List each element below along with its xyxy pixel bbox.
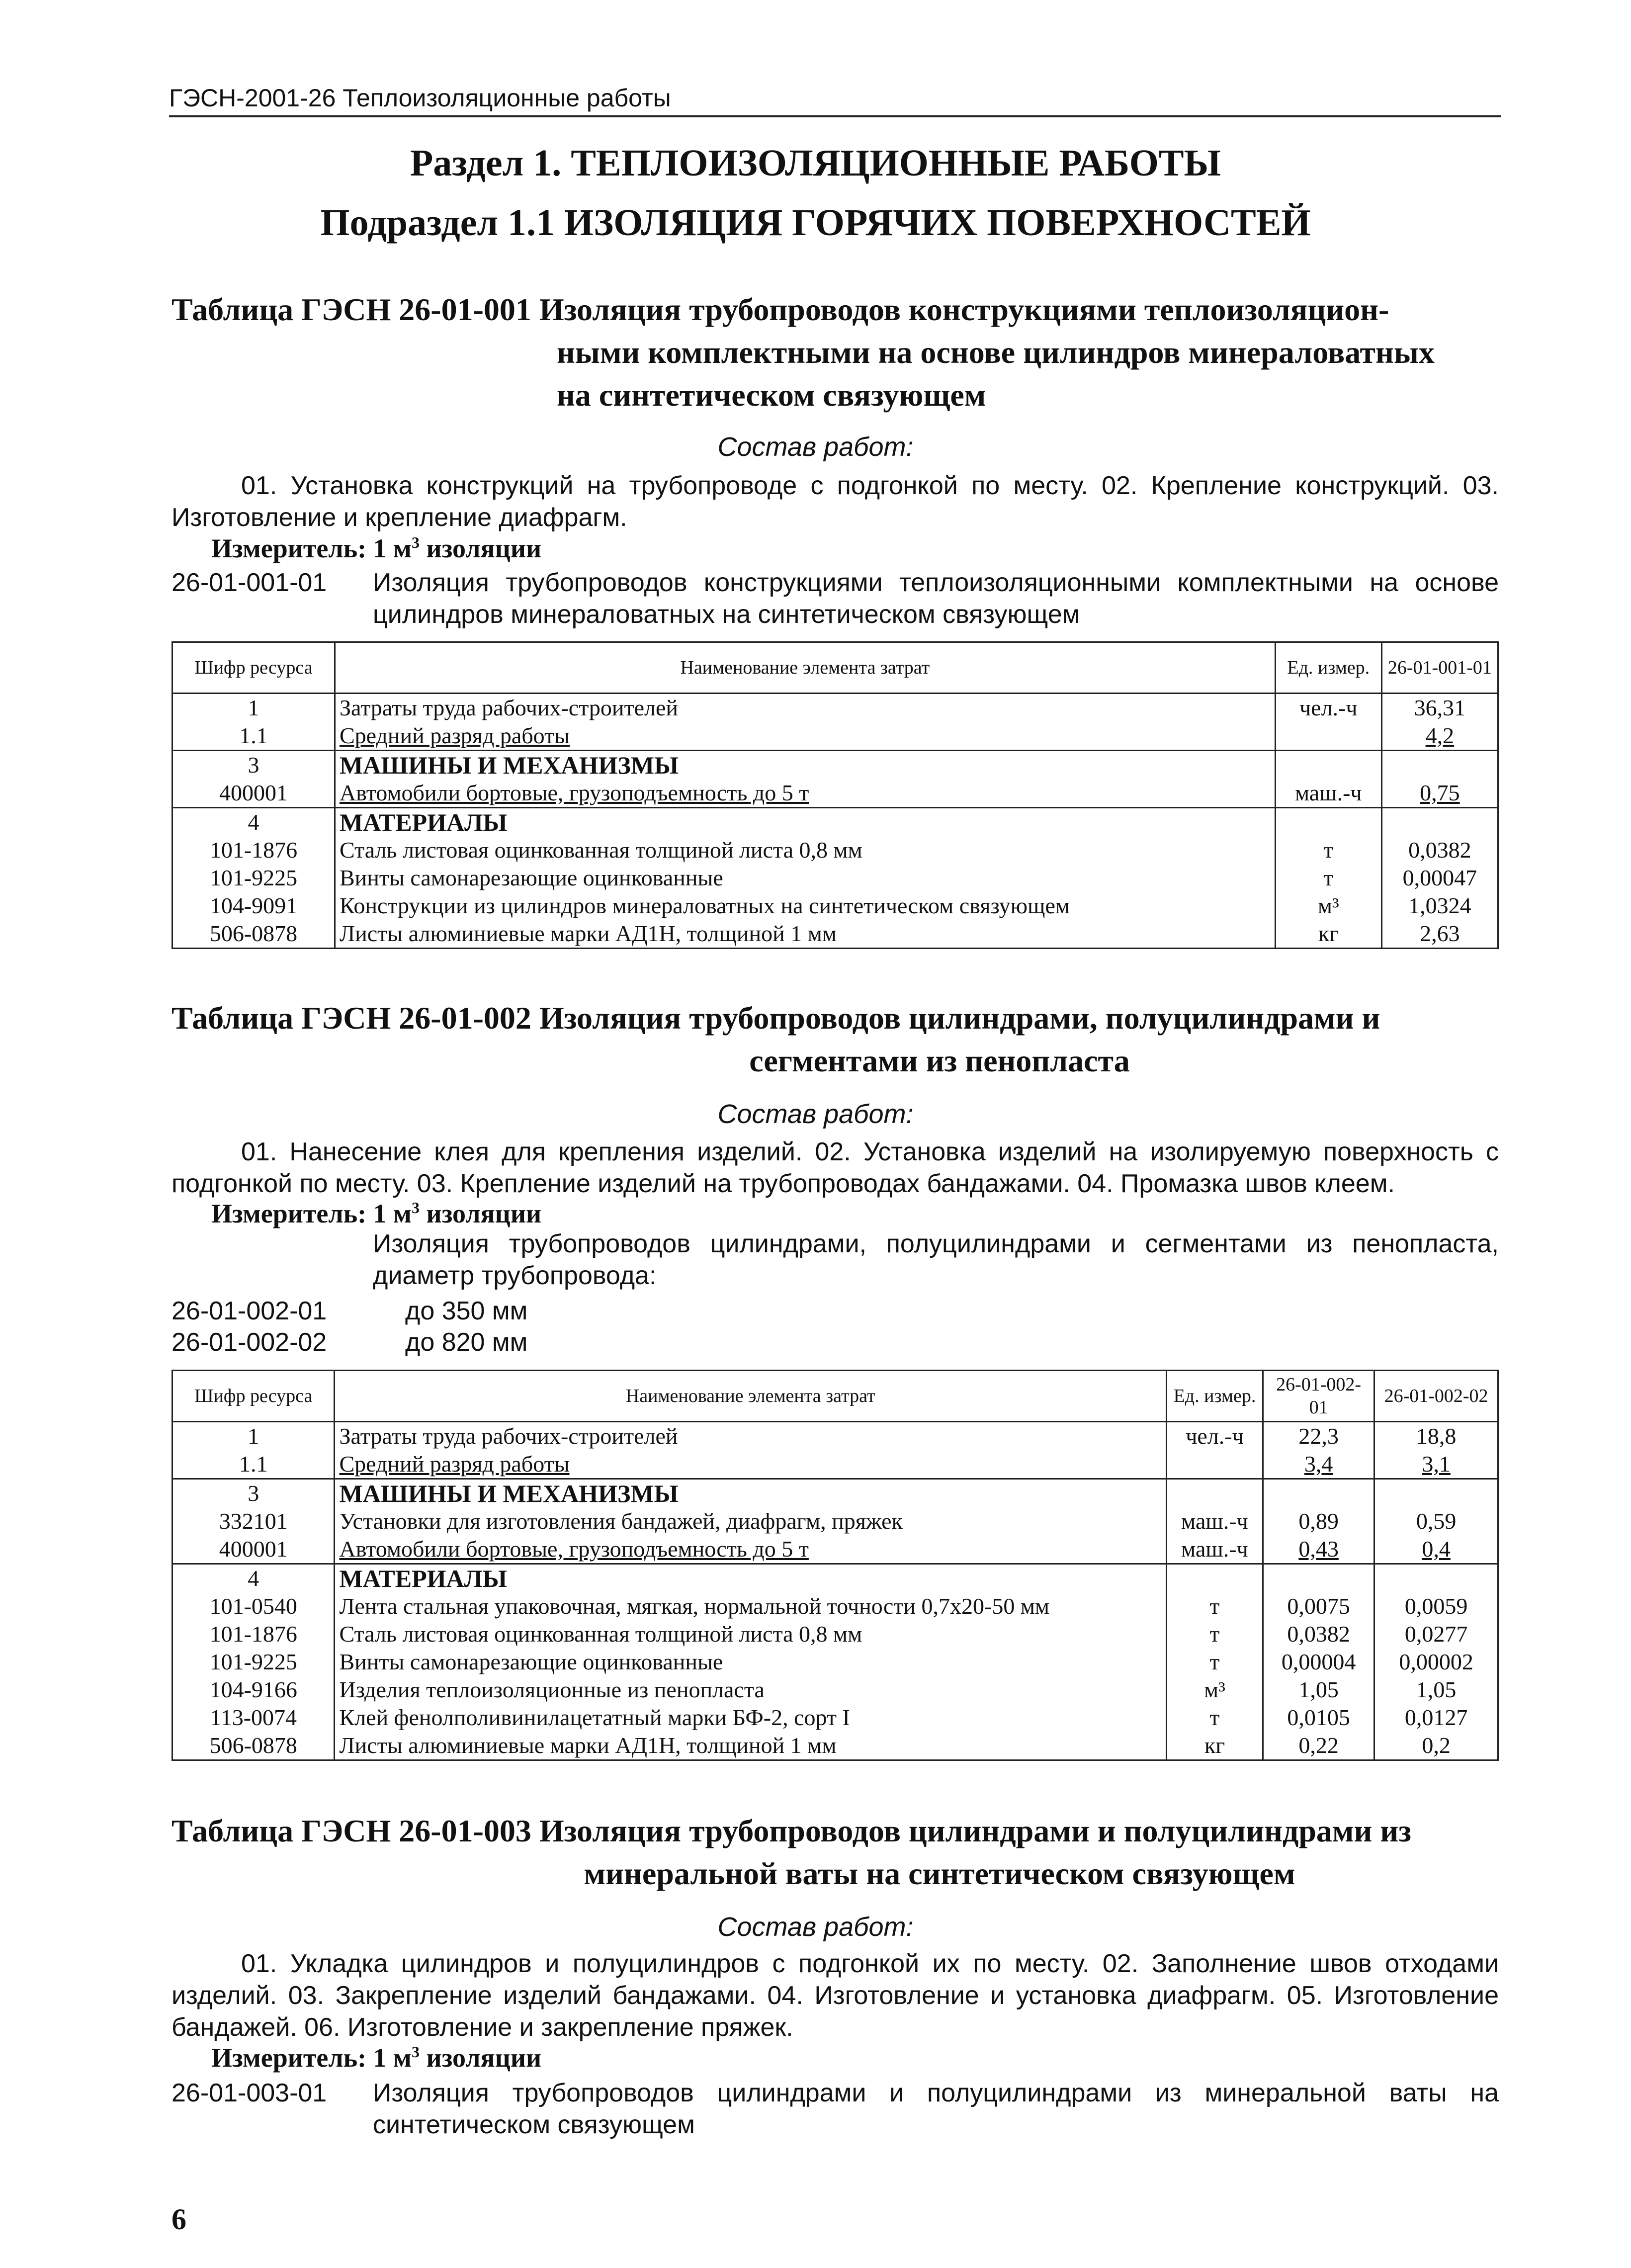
col-header-name: Наименование элемента затрат	[335, 642, 1275, 694]
table-1-heading: Таблица ГЭСН 26-01-001 Изоляция трубопроводов конструкциями теплоизоляцион- ными комплектными на основе цилиндров минераловатных на синтетическом связующем	[172, 292, 1435, 413]
table-row: 1 Затраты труда рабочих-строителей чел.-ч 22,3 18,8	[172, 1422, 1498, 1451]
table-row: 506-0878 Листы алюминиевые марки АД1Н, толщиной 1 мм кг 0,22 0,2	[172, 1732, 1498, 1760]
norm-description: Изоляция трубопроводов конструкциями теплоизоляционными комплектными на основе цилиндров минераловатных на синтетическом связующем	[373, 568, 1499, 629]
col-header-name: Наименование элемента затрат	[335, 1371, 1166, 1422]
table-1-sostav-label: Состав работ:	[717, 432, 914, 462]
norm-code: 26-01-002-01	[172, 1297, 327, 1325]
table-row: 101-1876 Сталь листовая оцинкованная толщиной листа 0,8 мм т 0,0382 0,0277	[172, 1620, 1498, 1648]
table-3-heading: Таблица ГЭСН 26-01-003 Изоляция трубопроводов цилиндрами и полуцилиндрами из минеральной ваты на синтетическом связующем	[172, 1813, 1411, 1891]
table-3-code-row	[172, 2077, 1499, 2141]
table-2-meter: Измеритель: 1 $м^3$ изоляции	[211, 1199, 542, 1228]
table-2-sostav-label: Состав работ:	[717, 1099, 914, 1129]
col-header-code: Шифр ресурса	[172, 1371, 335, 1422]
col-header-code: Шифр ресурса	[172, 642, 335, 694]
norm-code: 26-01-001-01	[172, 568, 327, 597]
col-header-norm: 26-01-002-02	[1374, 1371, 1498, 1422]
table-row: 400001 Автомобили бортовые, грузоподъемность до 5 т маш.-ч 0,75	[172, 779, 1498, 808]
section-title: Раздел 1. ТЕПЛОИЗОЛЯЦИОННЫЕ РАБОТЫ	[410, 142, 1221, 184]
col-header-unit: Ед. измер.	[1166, 1371, 1263, 1422]
norm-code: 26-01-002-02	[172, 1328, 327, 1357]
table-row: 3 МАШИНЫ И МЕХАНИЗМЫ	[172, 1479, 1498, 1508]
table-row: 101-1876 Сталь листовая оцинкованная толщиной листа 0,8 мм т 0,0382	[172, 836, 1498, 864]
table-row: 400001 Автомобили бортовые, грузоподъемность до 5 т маш.-ч 0,43 0,4	[172, 1535, 1498, 1564]
table-1-meter: Измеритель: 1 $м^3$ изоляции	[211, 533, 542, 563]
subsection-title: Подраздел 1.1 ИЗОЛЯЦИЯ ГОРЯЧИХ ПОВЕРХНОСТЕЙ	[320, 202, 1311, 244]
table-row: 1.1 Средний разряд работы 3,4 3,1	[172, 1450, 1498, 1479]
col-header-norm: 26-01-001-01	[1381, 642, 1498, 694]
page-number: 6	[172, 2203, 186, 2236]
norm-description: Изоляция трубопроводов цилиндрами и полуцилиндрами из минеральной ваты на синтетическом связующем	[373, 2079, 1499, 2139]
table-row: 104-9166 Изделия теплоизоляционные из пенопласта м³ 1,05 1,05	[172, 1676, 1498, 1704]
table-3-works: 01. Укладка цилиндров и полуцилиндров с подгонкой их по месту. 02. Заполнение швов отходами изделий. 03. Закрепление изделий бандажами. 04. Изготовление и установка диафрагм. 05. Изготовление бандажей. 06. Изготовление и закрепление пряжек.	[172, 1949, 1499, 2042]
table-row: 101-9225 Винты самонарезающие оцинкованные т 0,00004 0,00002	[172, 1648, 1498, 1676]
table-row: 4 МАТЕРИАЛЫ	[172, 1564, 1498, 1593]
table-3-meter: Измеритель: 1 $м^3$ изоляции	[211, 2043, 542, 2073]
table-header-row	[172, 1371, 1498, 1422]
col-header-norm: 26-01-002-01	[1263, 1371, 1374, 1422]
table-1-code-row	[172, 567, 1499, 630]
table-row: 3 МАШИНЫ И МЕХАНИЗМЫ	[172, 751, 1498, 780]
table-1-works: 01. Установка конструкций на трубопроводе с подгонкой по месту. 02. Крепление конструкций. 03. Изготовление и крепление диафрагм.	[172, 471, 1499, 532]
norm-code: 26-01-003-01	[172, 2079, 327, 2107]
norm-description: до 350 мм	[405, 1297, 528, 1325]
table-row: 332101 Установки для изготовления бандажей, диафрагм, пряжек маш.-ч 0,89 0,59	[172, 1507, 1498, 1535]
table-row: 104-9091 Конструкции из цилиндров минераловатных на синтетическом связующем м³ 1,0324	[172, 892, 1498, 920]
table-row: 1.1 Средний разряд работы 4,2	[172, 722, 1498, 751]
table-2-resources	[172, 1370, 1499, 1761]
col-header-unit: Ед. измер.	[1275, 642, 1381, 694]
table-2-works: 01. Нанесение клея для крепления изделий. 02. Установка изделий на изолируемую поверхность с подгонкой по месту. 03. Крепление изделий на трубопроводах бандажами. 04. Промазка швов клеем.	[172, 1137, 1499, 1198]
table-3-sostav-label: Состав работ:	[717, 1912, 914, 1942]
table-2-code-row	[172, 1295, 1499, 1327]
table-row: 4 МАТЕРИАЛЫ	[172, 808, 1498, 837]
table-row: 101-0540 Лента стальная упаковочная, мягкая, нормальной точности 0,7х20-50 мм т 0,0075 0,0059	[172, 1592, 1498, 1620]
table-row: 113-0074 Клей фенолполивинилацетатный марки БФ-2, сорт I т 0,0105 0,0127	[172, 1704, 1498, 1732]
running-head: ГЭСН-2001-26 Теплоизоляционные работы	[169, 84, 1501, 117]
table-2-code-row	[172, 1326, 1499, 1358]
table-header-row	[172, 642, 1498, 694]
table-row: 1 Затраты труда рабочих-строителей чел.-ч 36,31	[172, 694, 1498, 722]
table-2-heading: Таблица ГЭСН 26-01-002 Изоляция трубопроводов цилиндрами, полуцилиндрами и сегментами из пенопласта	[172, 1000, 1380, 1078]
table-1-resources	[172, 641, 1499, 949]
table-2-intro: Изоляция трубопроводов цилиндрами, полуцилиндрами и сегментами из пенопласта, диаметр трубопровода:	[373, 1229, 1499, 1290]
table-row: 101-9225 Винты самонарезающие оцинкованные т 0,00047	[172, 864, 1498, 892]
table-row: 506-0878 Листы алюминиевые марки АД1Н, толщиной 1 мм кг 2,63	[172, 920, 1498, 949]
norm-description: до 820 мм	[405, 1328, 528, 1357]
